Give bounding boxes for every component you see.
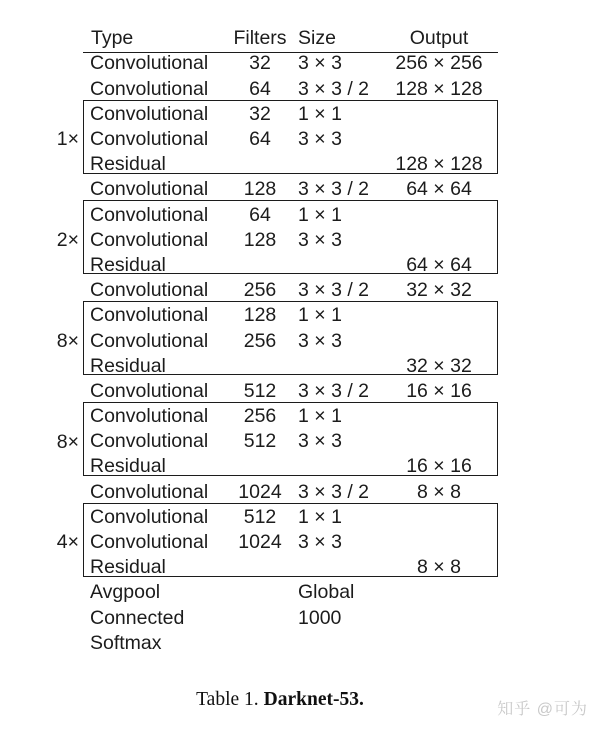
cell-size: Global bbox=[298, 581, 355, 604]
table-row bbox=[83, 581, 498, 606]
table-row bbox=[83, 303, 498, 328]
cell-size: 1 × 1 bbox=[298, 102, 342, 125]
cell-output: 8 × 8 bbox=[417, 556, 461, 579]
darknet53-table-body bbox=[83, 52, 498, 657]
cell-filters: 256 bbox=[243, 279, 277, 302]
repeat-count-label: 1× bbox=[56, 128, 79, 151]
cell-filters: 256 bbox=[243, 405, 277, 428]
cell-size: 1 × 1 bbox=[298, 405, 342, 428]
cell-type: Convolutional bbox=[90, 279, 209, 302]
header-filters: Filters bbox=[233, 27, 287, 50]
cell-output: 16 × 16 bbox=[406, 455, 472, 478]
cell-type: Convolutional bbox=[90, 329, 209, 352]
table-row bbox=[83, 505, 498, 530]
cell-size: 3 × 3 bbox=[298, 52, 342, 75]
table-row bbox=[83, 631, 498, 656]
cell-size: 1 × 1 bbox=[298, 203, 342, 226]
cell-type: Convolutional bbox=[90, 480, 209, 503]
table-row bbox=[83, 530, 498, 555]
cell-type: Residual bbox=[90, 455, 166, 478]
cell-output: 8 × 8 bbox=[417, 480, 461, 503]
cell-size: 3 × 3 bbox=[298, 329, 342, 352]
cell-filters: 512 bbox=[243, 379, 277, 402]
table-row bbox=[83, 152, 498, 177]
cell-filters: 256 bbox=[243, 329, 277, 352]
table-row bbox=[83, 77, 498, 102]
caption-label: Table 1. bbox=[196, 689, 259, 710]
header-size: Size bbox=[298, 27, 336, 50]
cell-type: Convolutional bbox=[90, 430, 209, 453]
cell-filters: 32 bbox=[249, 102, 271, 125]
cell-filters: 64 bbox=[249, 77, 271, 100]
table-row bbox=[83, 278, 498, 303]
watermark-text: 知乎 @可为 bbox=[497, 701, 588, 718]
cell-output: 128 × 128 bbox=[395, 153, 483, 176]
table-row bbox=[83, 52, 498, 77]
cell-type: Residual bbox=[90, 253, 166, 276]
table-row bbox=[83, 178, 498, 203]
table-caption bbox=[0, 689, 560, 711]
cell-output: 64 × 64 bbox=[406, 178, 472, 201]
cell-size: 3 × 3 / 2 bbox=[298, 178, 370, 201]
table-row bbox=[83, 102, 498, 127]
cell-filters: 512 bbox=[243, 505, 277, 528]
cell-type: Convolutional bbox=[90, 203, 209, 226]
cell-output: 32 × 32 bbox=[406, 354, 472, 377]
table-row bbox=[83, 228, 498, 253]
cell-type: Convolutional bbox=[90, 77, 209, 100]
cell-type: Convolutional bbox=[90, 178, 209, 201]
cell-output: 256 × 256 bbox=[395, 52, 483, 75]
cell-type: Residual bbox=[90, 556, 166, 579]
table-row bbox=[83, 329, 498, 354]
table-row bbox=[83, 253, 498, 278]
cell-output: 32 × 32 bbox=[406, 279, 472, 302]
cell-type: Convolutional bbox=[90, 102, 209, 125]
table-row bbox=[83, 203, 498, 228]
table-row bbox=[83, 480, 498, 505]
cell-type: Convolutional bbox=[90, 379, 209, 402]
cell-type: Convolutional bbox=[90, 531, 209, 553]
cell-filters: 64 bbox=[249, 128, 271, 150]
table-row bbox=[83, 455, 498, 480]
cell-type: Convolutional bbox=[90, 228, 209, 251]
cell-type: Connected bbox=[90, 606, 185, 629]
cell-size: 1 × 1 bbox=[298, 304, 342, 327]
cell-size: 3 × 3 bbox=[298, 531, 342, 553]
table-row bbox=[83, 354, 498, 379]
cell-size: 1 × 1 bbox=[298, 505, 342, 528]
cell-output: 128 × 128 bbox=[395, 77, 483, 100]
cell-type: Convolutional bbox=[90, 505, 209, 528]
table-row bbox=[83, 404, 498, 429]
cell-type: Softmax bbox=[90, 631, 162, 654]
cell-size: 3 × 3 / 2 bbox=[298, 379, 370, 402]
cell-filters: 64 bbox=[249, 203, 271, 226]
cell-size: 3 × 3 bbox=[298, 228, 342, 251]
cell-size: 1000 bbox=[298, 606, 342, 629]
cell-type: Avgpool bbox=[90, 581, 161, 604]
table-row bbox=[83, 555, 498, 580]
table-header-row bbox=[83, 26, 498, 53]
cell-size: 3 × 3 / 2 bbox=[298, 279, 370, 302]
cell-type: Convolutional bbox=[90, 405, 209, 428]
cell-size: 3 × 3 / 2 bbox=[298, 480, 370, 503]
caption-title: Darknet-53. bbox=[263, 689, 364, 710]
repeat-count-label: 8× bbox=[56, 329, 79, 352]
header-type: Type bbox=[91, 27, 134, 50]
cell-type: Convolutional bbox=[90, 52, 209, 75]
cell-type: Convolutional bbox=[90, 304, 209, 327]
cell-filters: 32 bbox=[249, 52, 271, 75]
cell-size: 3 × 3 bbox=[298, 430, 342, 453]
repeat-count-label: 4× bbox=[56, 531, 79, 554]
table-row bbox=[83, 127, 498, 152]
cell-type: Residual bbox=[90, 354, 166, 377]
cell-size: 3 × 3 bbox=[298, 128, 342, 150]
cell-filters: 128 bbox=[243, 178, 277, 201]
repeat-count-label: 2× bbox=[56, 229, 79, 251]
table-row bbox=[83, 606, 498, 631]
cell-type: Convolutional bbox=[90, 128, 209, 150]
cell-filters: 128 bbox=[243, 228, 277, 251]
cell-filters: 128 bbox=[243, 304, 277, 327]
cell-type: Residual bbox=[90, 153, 166, 176]
cell-filters: 1024 bbox=[238, 480, 282, 503]
table-row bbox=[83, 379, 498, 404]
cell-size: 3 × 3 / 2 bbox=[298, 77, 370, 100]
table-row bbox=[83, 429, 498, 454]
cell-output: 16 × 16 bbox=[406, 379, 472, 402]
cell-output: 64 × 64 bbox=[406, 253, 472, 276]
cell-filters: 1024 bbox=[238, 531, 282, 553]
cell-filters: 512 bbox=[243, 430, 277, 453]
header-output: Output bbox=[409, 27, 469, 50]
repeat-count-label: 8× bbox=[56, 430, 79, 453]
